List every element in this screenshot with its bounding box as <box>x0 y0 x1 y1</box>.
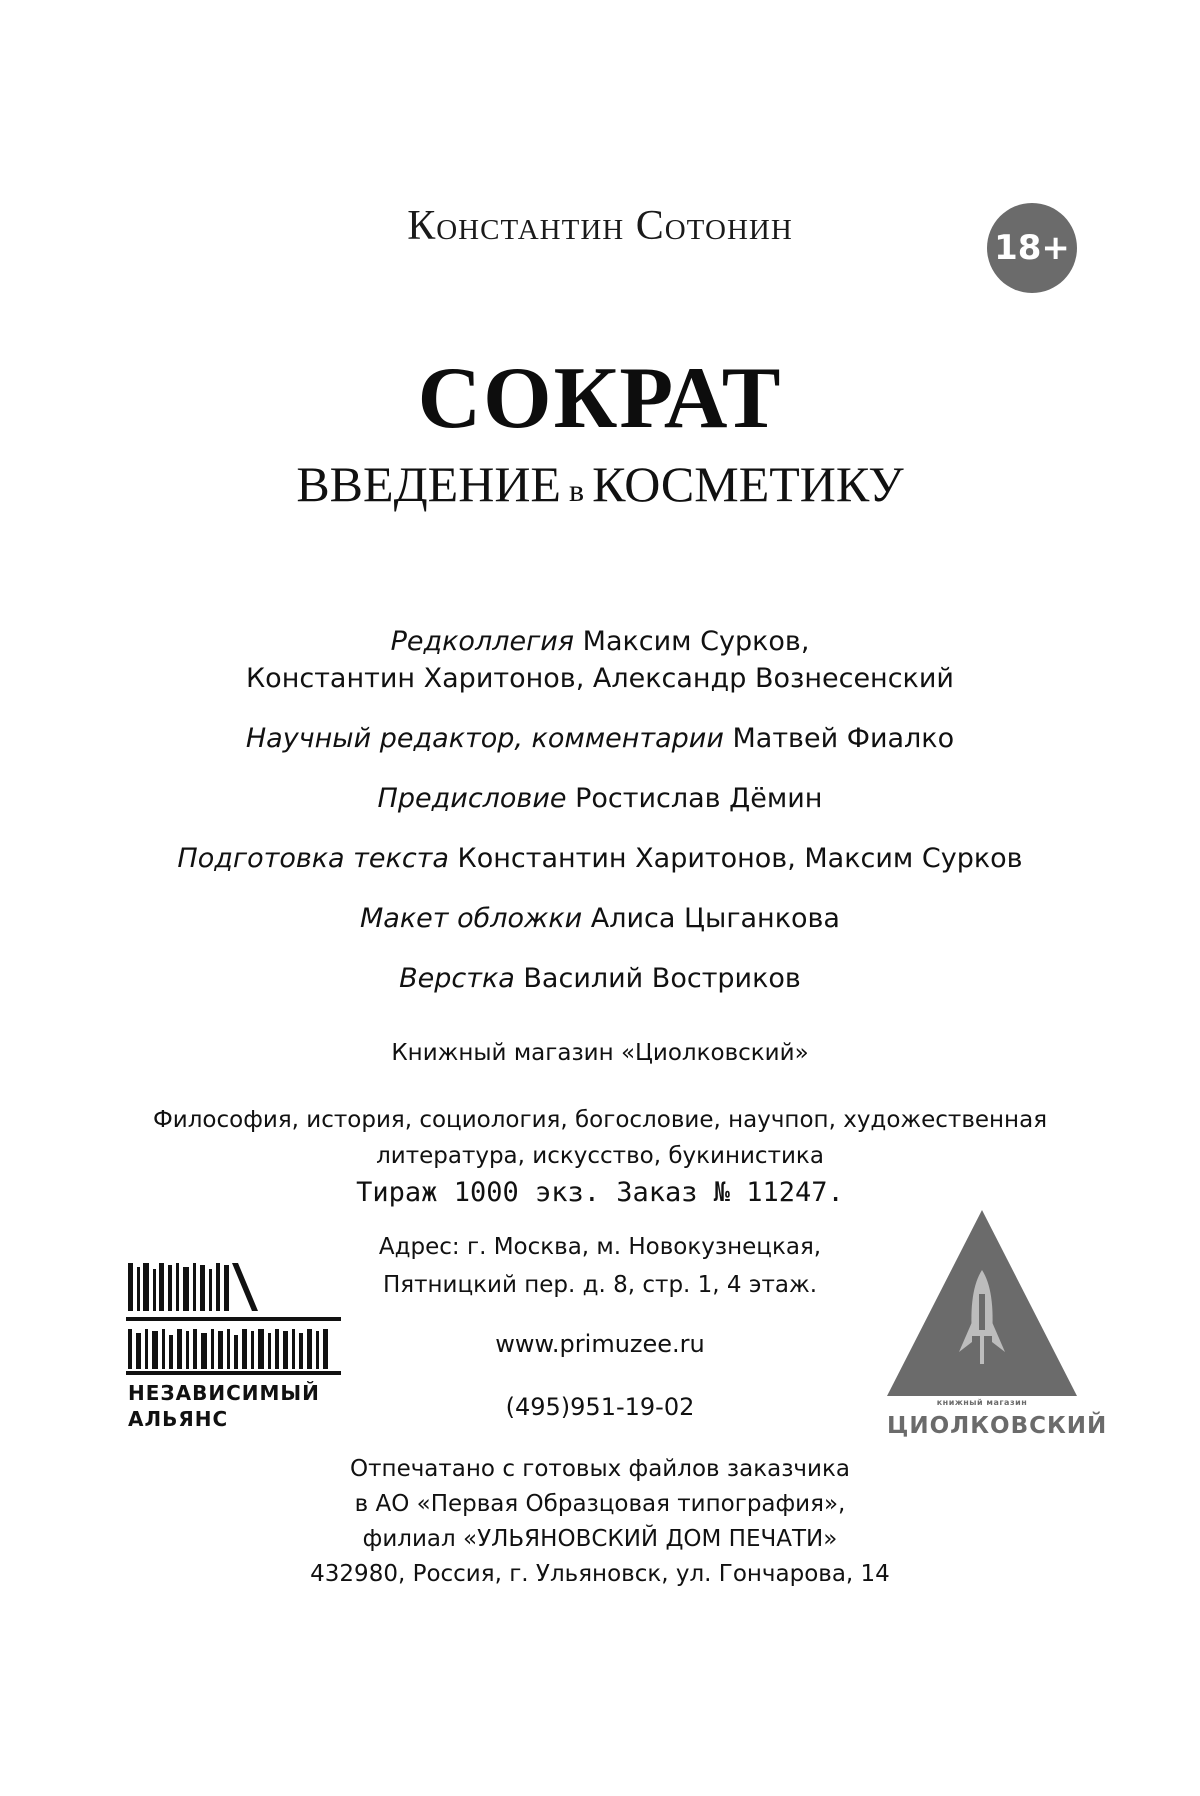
store-address <box>300 1228 900 1304</box>
credit-names-continued: Константин Харитонов, Александр Вознесенский <box>246 663 954 694</box>
credit-names: Ростислав Дёмин <box>566 783 823 814</box>
subtitle-part-3: КОСМЕТИКУ <box>592 456 904 512</box>
alliance-logo-text <box>128 1380 320 1432</box>
alliance-line-2: АЛЬЯНС <box>128 1407 229 1431</box>
credit-cover-layout <box>0 900 1200 937</box>
credit-role: Подготовка текста <box>177 843 449 874</box>
printer-line-3: филиал «УЛЬЯНОВСКИЙ ДОМ ПЕЧАТИ» <box>362 1526 838 1552</box>
print-run: Тираж 1000 экз. Заказ № 11247. <box>356 1177 844 1208</box>
credit-role: Верстка <box>399 963 515 994</box>
credit-names: Василий Востриков <box>514 963 801 994</box>
bookshelf-icon <box>126 1257 341 1377</box>
credit-names: Алиса Цыганкова <box>582 903 840 934</box>
credit-role: Научный редактор, комментарии <box>245 723 724 754</box>
rocket-triangle-icon <box>887 1210 1077 1410</box>
address-line-1: Адрес: г. Москва, м. Новокузнецкая, <box>378 1234 822 1260</box>
store-description <box>100 1102 1100 1174</box>
website-link[interactable]: www.primuzee.ru <box>495 1330 705 1358</box>
credit-role: Редколлегия <box>390 626 575 657</box>
alliance-line-1: НЕЗАВИСИМЫЙ <box>128 1381 320 1405</box>
credit-foreword <box>0 780 1200 817</box>
credit-names: Максим Сурков, <box>574 626 810 657</box>
store-description-line-2: литература, искусство, букинистика <box>376 1143 824 1169</box>
credit-role: Предисловие <box>377 783 567 814</box>
age-rating-badge: 18+ <box>987 203 1077 293</box>
book-title: СОКРАТ <box>417 350 783 447</box>
credit-text-preparation <box>0 840 1200 877</box>
credit-scientific-editor <box>0 720 1200 757</box>
credit-names: Константин Харитонов, Максим Сурков <box>448 843 1023 874</box>
tsiolkovsky-caption: ЦИОЛКОВСКИЙ <box>887 1413 1108 1439</box>
address-line-2: Пятницкий пер. д. 8, стр. 1, 4 этаж. <box>382 1272 818 1298</box>
printer-line-1: Отпечатано с готовых файлов заказчика <box>350 1456 850 1482</box>
credit-typesetting <box>0 960 1200 997</box>
credit-names: Матвей Фиалко <box>723 723 955 754</box>
printer-line-4: 432980, Россия, г. Ульяновск, ул. Гончарова, 14 <box>310 1561 890 1587</box>
store-description-line-1: Философия, история, социология, богословие, научпоп, художественная <box>152 1107 1048 1133</box>
phone-number: (495)951-19-02 <box>505 1393 695 1421</box>
printer-line-2: в АО «Первая Образцовая типография», <box>354 1491 846 1517</box>
tsiolkovsky-caption-small: книжный магазин <box>936 1398 1028 1407</box>
credits-list <box>0 623 1200 1020</box>
author-name: Константин Сотонин <box>407 203 793 249</box>
credit-editorial-board <box>0 623 1200 697</box>
book-subtitle <box>0 455 1200 513</box>
store-name: Книжный магазин «Циолковский» <box>391 1040 809 1066</box>
subtitle-part-1: ВВЕДЕНИЕ <box>296 456 561 512</box>
credit-role: Макет обложки <box>360 903 583 934</box>
printer-info <box>250 1452 950 1592</box>
subtitle-part-2: в <box>560 472 593 508</box>
